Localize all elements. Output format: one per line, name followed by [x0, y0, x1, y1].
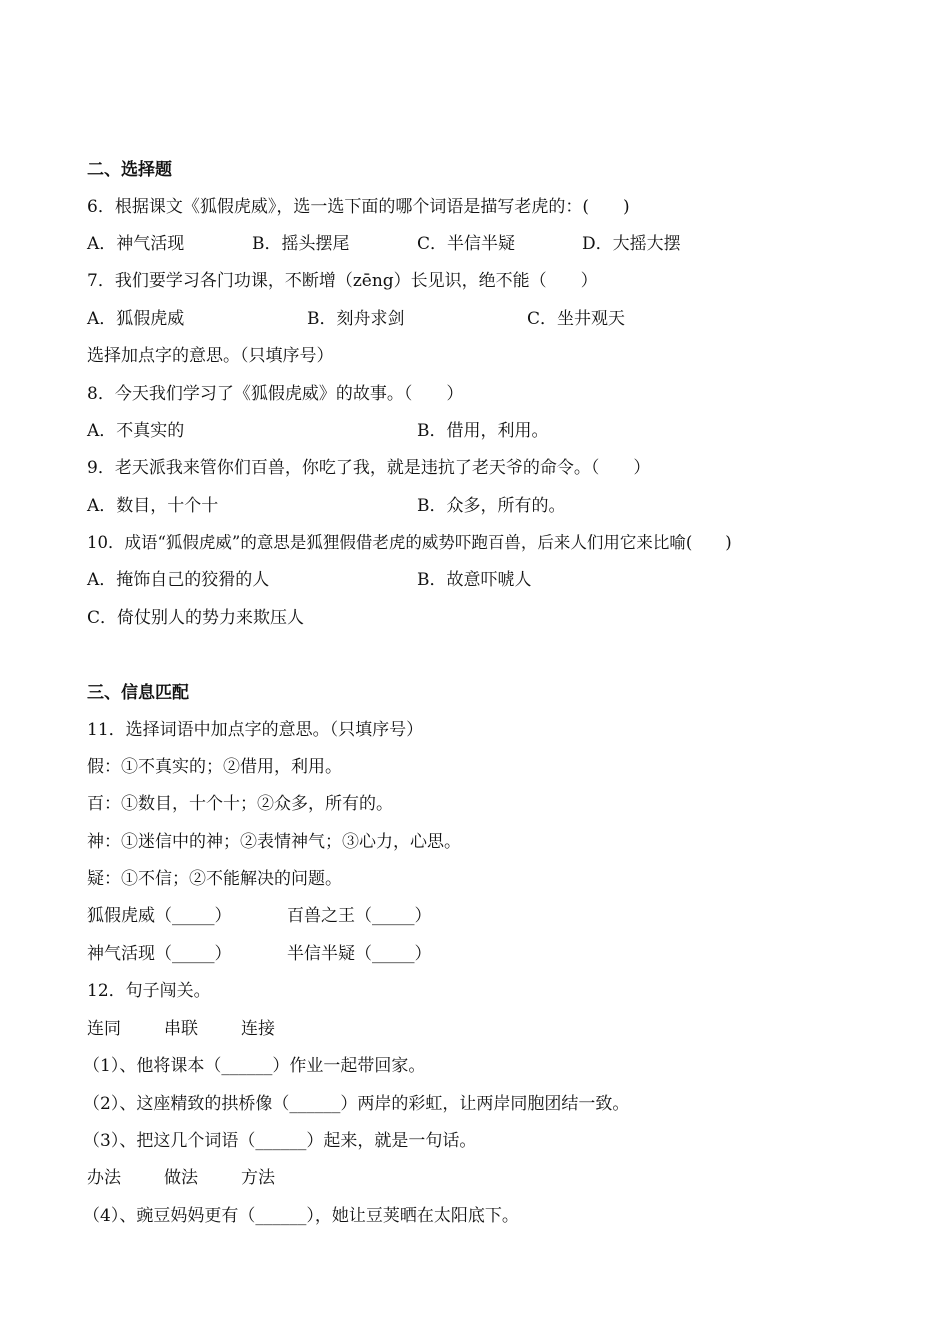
meaning-bai: 百：①数目，十个十；②众多，所有的。	[87, 794, 393, 814]
q6-option-b: B．摇头摆尾	[252, 234, 350, 254]
q12-sentence-2: （2）、这座精致的拱桥像（______）两岸的彩虹，让两岸同胞团结一致。	[83, 1094, 630, 1114]
question-11-text: 11．选择词语中加点字的意思。（只填序号）	[87, 720, 424, 740]
section-2-title: 二、选择题	[87, 160, 172, 180]
question-12-text: 12．句子闯关。	[87, 981, 211, 1001]
word-lianjie: 连接	[241, 1019, 275, 1039]
blank-ban-xin-ban-yi: 半信半疑（_____）	[287, 944, 432, 964]
q12-sentence-3: （3）、把这几个词语（______）起来，就是一句话。	[83, 1131, 477, 1151]
q11-blanks-row2	[87, 941, 867, 967]
question-9-text: 9．老天派我来管你们百兽，你吃了我，就是违抗了老天爷的命令。（ ）	[87, 458, 651, 478]
question-6-options	[87, 231, 867, 257]
meaning-jia: 假：①不真实的；②借用，利用。	[87, 757, 342, 777]
meaning-shen: 神：①迷信中的神；②表情神气；③心力，心思。	[87, 832, 461, 852]
question-8-text: 8．今天我们学习了《狐假虎威》的故事。（ ）	[87, 384, 464, 404]
q8-option-a: A．不真实的	[87, 421, 185, 441]
blank-bai-shou-zhi-wang: 百兽之王（_____）	[287, 906, 432, 926]
question-10-text: 10．成语“狐假虎威”的意思是狐狸假借老虎的威势吓跑百兽，后来人们用它来比喻( )	[87, 533, 732, 552]
word-liantong: 连同	[87, 1019, 121, 1039]
q7-option-b: B．刻舟求剑	[307, 309, 405, 329]
q11-blanks-row1	[87, 903, 867, 929]
q6-option-a: A．神气活现	[87, 234, 185, 254]
q6-option-d: D．大摇大摆	[582, 234, 681, 254]
q12-sentence-1: （1）、他将课本（______）作业一起带回家。	[83, 1056, 426, 1076]
instruction-text: 选择加点字的意思。（只填序号）	[87, 346, 334, 366]
blank-hu-jia-hu-wei: 狐假虎威（_____）	[87, 906, 232, 926]
word-fangfa: 方法	[241, 1168, 275, 1188]
q6-option-c: C．半信半疑	[417, 234, 516, 254]
question-9-options	[87, 493, 867, 519]
word-banfa: 办法	[87, 1168, 121, 1188]
q12-word-bank-1	[87, 1016, 867, 1042]
meaning-yi: 疑：①不信；②不能解决的问题。	[87, 869, 342, 889]
question-8-options	[87, 418, 867, 444]
q8-option-b: B．借用，利用。	[417, 421, 549, 441]
q9-option-a: A．数目，十个十	[87, 496, 219, 516]
q10-option-a: A．掩饰自己的狡猾的人	[87, 570, 270, 590]
question-7-text: 7．我们要学习各门功课，不断增（zēng）长见识，绝不能（ ）	[87, 271, 598, 291]
question-6-text: 6．根据课文《狐假虎威》，选一选下面的哪个词语是描写老虎的：( )	[87, 197, 630, 217]
q12-word-bank-2	[87, 1165, 867, 1191]
q7-option-c: C．坐井观天	[527, 309, 626, 329]
q12-sentence-4: （4）、豌豆妈妈更有（______），她让豆荚晒在太阳底下。	[83, 1206, 519, 1226]
q10-option-c: C．倚仗别人的势力来欺压人	[87, 608, 305, 628]
word-chuanlian: 串联	[164, 1019, 198, 1039]
blank-shen-qi-huo-xian: 神气活现（_____）	[87, 944, 232, 964]
section-3-title: 三、信息匹配	[87, 683, 189, 703]
q7-option-a: A．狐假虎威	[87, 309, 185, 329]
question-10-options-row1	[87, 567, 867, 593]
word-zuofa: 做法	[164, 1168, 198, 1188]
q10-option-b: B．故意吓唬人	[417, 570, 532, 590]
q9-option-b: B．众多，所有的。	[417, 496, 566, 516]
question-7-options	[87, 306, 867, 332]
